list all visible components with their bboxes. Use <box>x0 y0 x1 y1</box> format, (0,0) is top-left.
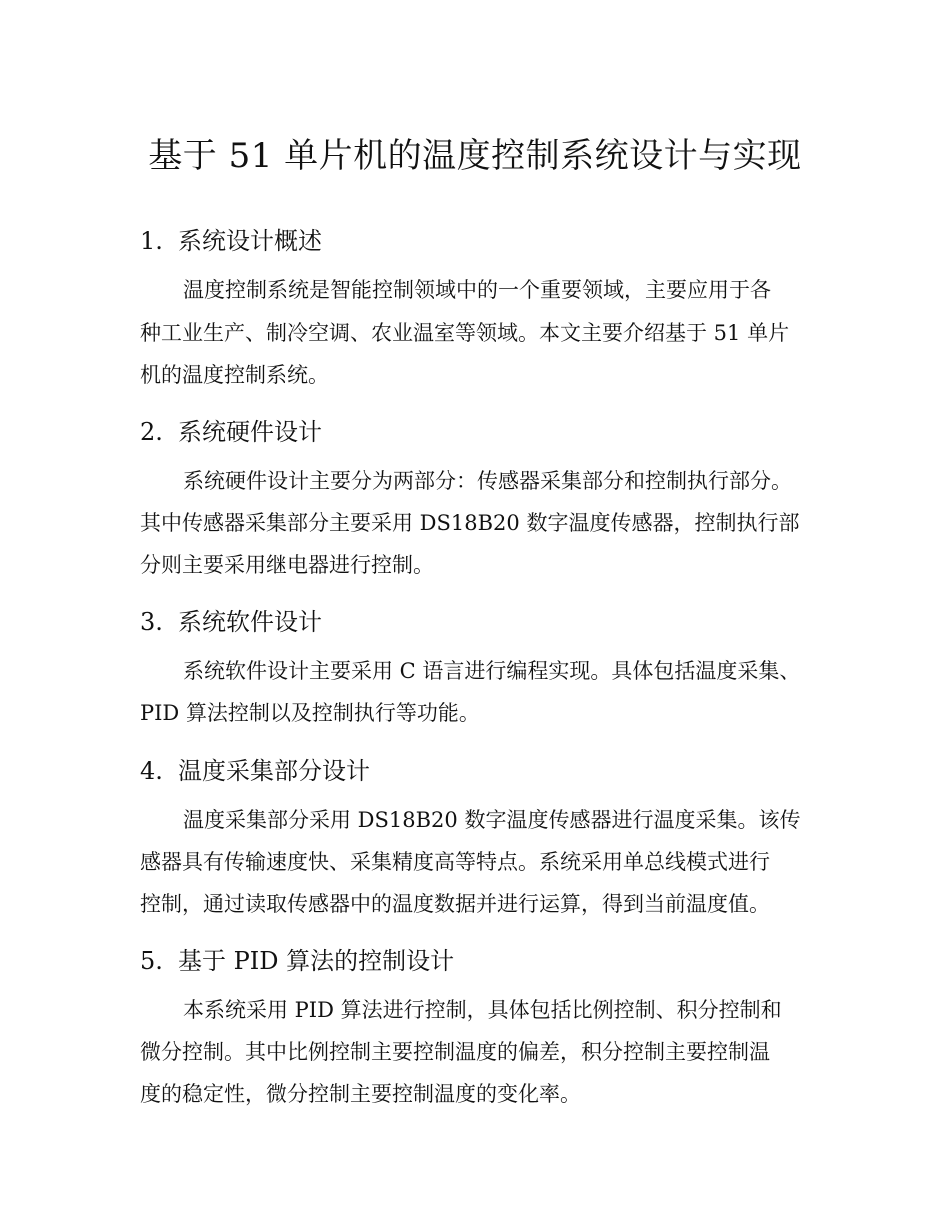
section-heading-1 <box>140 224 322 258</box>
section-heading-4 <box>140 754 370 788</box>
section-number: 5. <box>140 947 163 975</box>
paragraph-line: 控制，通过读取传感器中的温度数据并进行运算，得到当前温度值。 <box>140 892 770 916</box>
section-heading-3 <box>140 605 322 639</box>
paragraph-line: PID 算法控制以及控制执行等功能。 <box>140 701 480 725</box>
section-title: 温度采集部分设计 <box>178 757 370 785</box>
paragraph-line: 感器具有传输速度快、采集精度高等特点。系统采用单总线模式进行 <box>140 850 770 874</box>
paragraph-line: 机的温度控制系统。 <box>140 363 329 387</box>
section-title: 系统硬件设计 <box>178 418 322 446</box>
document-title: 基于 51 单片机的温度控制系统设计与实现 <box>148 136 802 176</box>
paragraph-line: 系统硬件设计主要分为两部分：传感器采集部分和控制执行部分。 <box>183 469 792 493</box>
section-number: 2. <box>140 418 163 446</box>
paragraph-line: 分则主要采用继电器进行控制。 <box>140 553 434 577</box>
section-heading-5 <box>140 944 454 978</box>
section-heading-2 <box>140 415 322 449</box>
section-number: 3. <box>140 608 163 636</box>
section-number: 1. <box>140 227 163 255</box>
paragraph-line: 温度采集部分采用 DS18B20 数字温度传感器进行温度采集。该传 <box>183 808 801 832</box>
paragraph-line: 微分控制。其中比例控制主要控制温度的偏差，积分控制主要控制温 <box>140 1040 770 1064</box>
section-title: 系统软件设计 <box>178 608 322 636</box>
section-title: 系统设计概述 <box>178 227 322 255</box>
paragraph-line: 度的稳定性，微分控制主要控制温度的变化率。 <box>140 1082 581 1106</box>
paragraph-line: 系统软件设计主要采用 C 语言进行编程实现。具体包括温度采集、 <box>183 659 801 683</box>
section-title: 基于 PID 算法的控制设计 <box>178 947 455 975</box>
paragraph-line: 温度控制系统是智能控制领域中的一个重要领域，主要应用于各 <box>183 278 771 302</box>
section-number: 4. <box>140 757 163 785</box>
paragraph-line: 种工业生产、制冷空调、农业温室等领域。本文主要介绍基于 51 单片 <box>140 321 790 345</box>
paragraph-line: 其中传感器采集部分主要采用 DS18B20 数字温度传感器，控制执行部 <box>140 511 800 535</box>
paragraph-line: 本系统采用 PID 算法进行控制，具体包括比例控制、积分控制和 <box>183 998 782 1022</box>
